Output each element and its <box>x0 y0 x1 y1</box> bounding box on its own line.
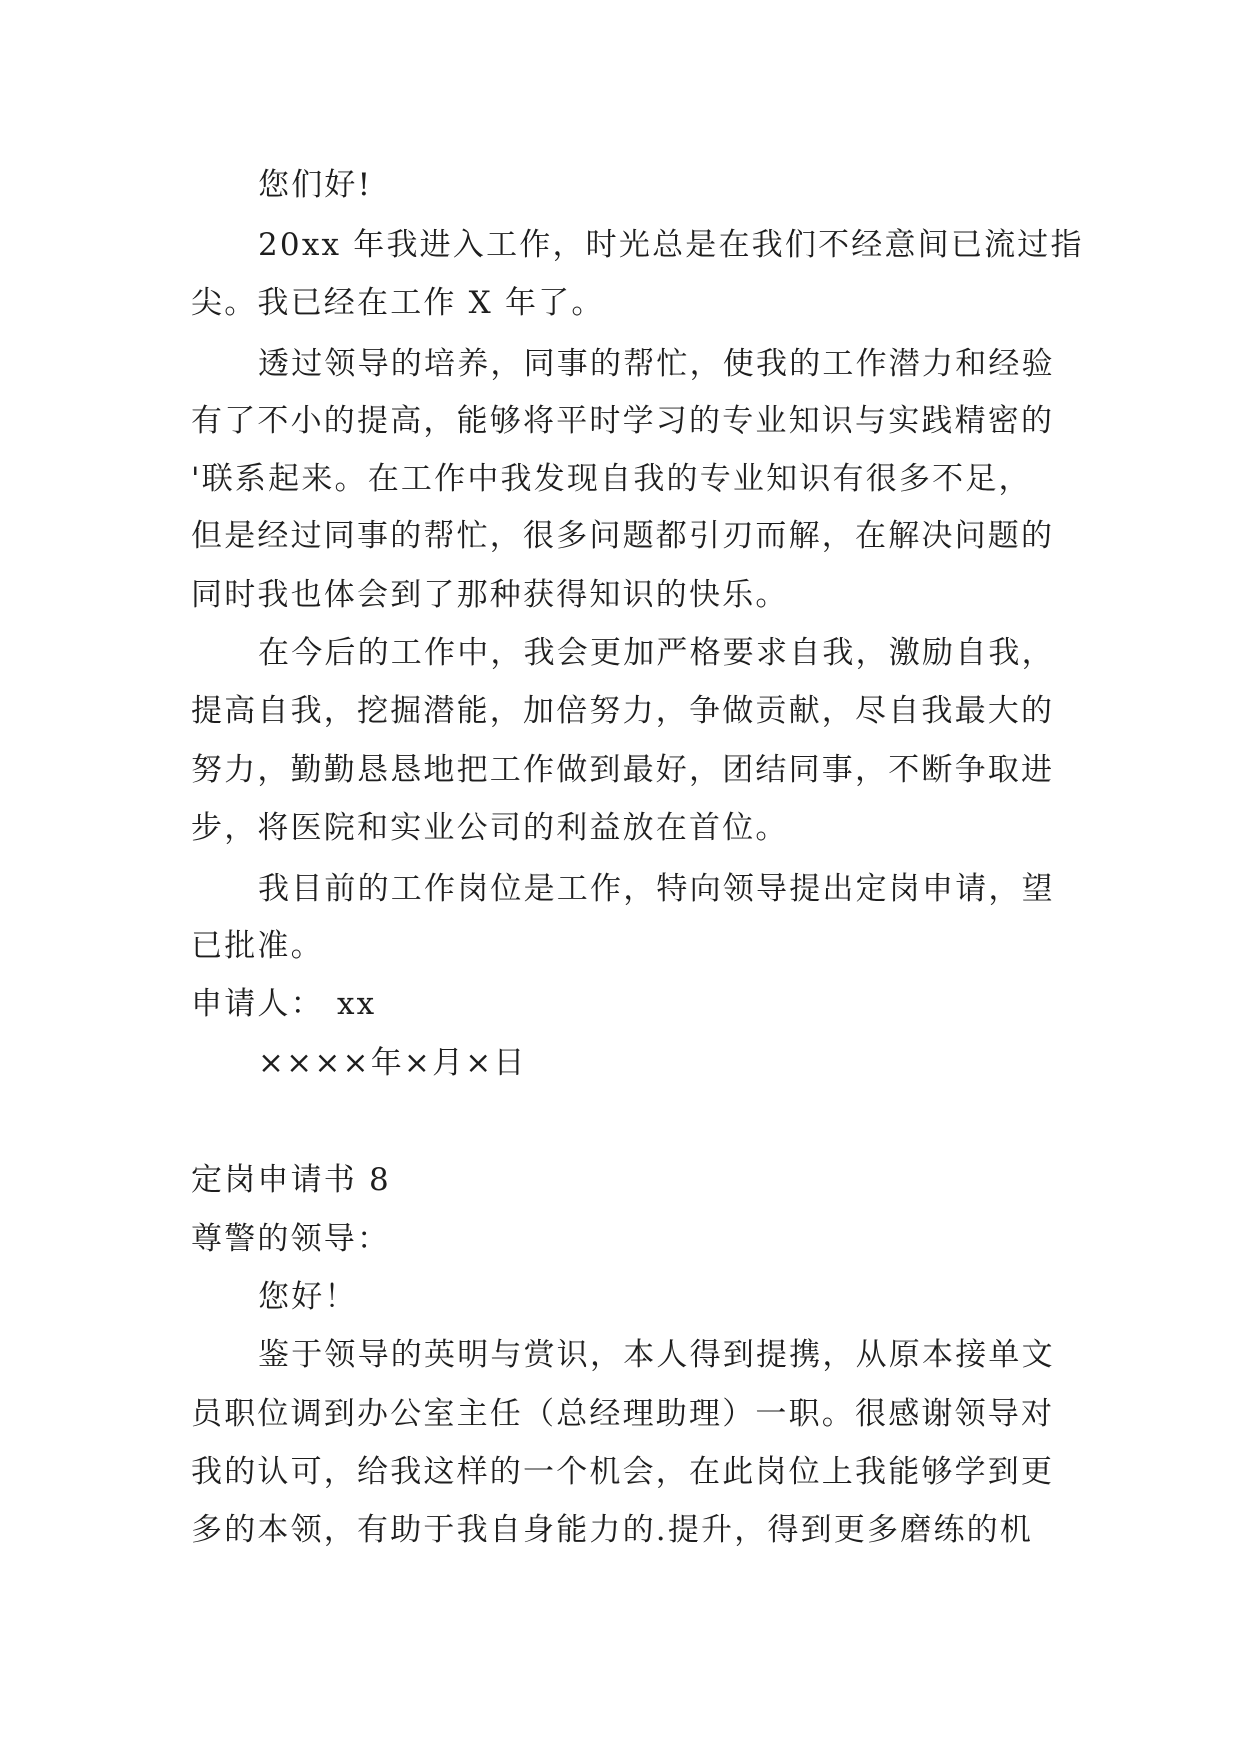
paragraph-line: 努力，勤勤恳恳地把工作做到最好，团结同事，不断争取进 <box>191 752 1055 788</box>
paragraph-line: '联系起来。在工作中我发现自我的专业知识有很多不足， <box>191 461 1032 497</box>
paragraph-line: 20xx 年我进入工作，时光总是在我们不经意间已流过指 <box>258 227 1084 263</box>
paragraph-line: 员职位调到办公室主任（总经理助理）一职。很感谢领导对 <box>191 1396 1055 1432</box>
greeting-line: 您们好! <box>258 167 373 203</box>
letter-title: 定岗申请书 8 <box>191 1162 391 1198</box>
paragraph-line: 尖。我已经在工作 X 年了。 <box>191 285 605 321</box>
date-line: ××××年×月×日 <box>258 1045 527 1081</box>
greeting-line: 您好！ <box>258 1279 358 1315</box>
salutation-line: 尊警的领导： <box>191 1221 391 1257</box>
signature-label: 申请人： <box>191 986 324 1022</box>
paragraph-line: 我的认可，给我这样的一个机会，在此岗位上我能够学到更 <box>191 1454 1055 1490</box>
paragraph-line: 已批准。 <box>191 928 324 964</box>
paragraph-line: 但是经过同事的帮忙，很多问题都引刃而解，在解决问题的 <box>191 518 1055 554</box>
paragraph-line: 透过领导的培养，同事的帮忙，使我的工作潜力和经验 <box>258 346 1055 382</box>
paragraph-line: 我目前的工作岗位是工作，特向领导提出定岗申请，望 <box>258 871 1055 907</box>
paragraph-line: 有了不小的提高，能够将平时学习的专业知识与实践精密的 <box>191 403 1055 439</box>
paragraph-line: 步，将医院和实业公司的利益放在首位。 <box>191 810 789 846</box>
signature-name: xx <box>337 986 377 1022</box>
paragraph-line: 同时我也体会到了那种获得知识的快乐。 <box>191 577 789 613</box>
paragraph-line: 在今后的工作中，我会更加严格要求自我，激励自我， <box>258 635 1055 671</box>
paragraph-line: 鉴于领导的英明与赏识，本人得到提携，从原本接单文 <box>258 1337 1055 1373</box>
paragraph-line: 多的本领，有助于我自身能力的.提升，得到更多磨练的机 <box>191 1512 1034 1548</box>
paragraph-line: 提高自我，挖掘潜能，加倍努力，争做贡献，尽自我最大的 <box>191 693 1055 729</box>
signature-line <box>191 984 377 1024</box>
